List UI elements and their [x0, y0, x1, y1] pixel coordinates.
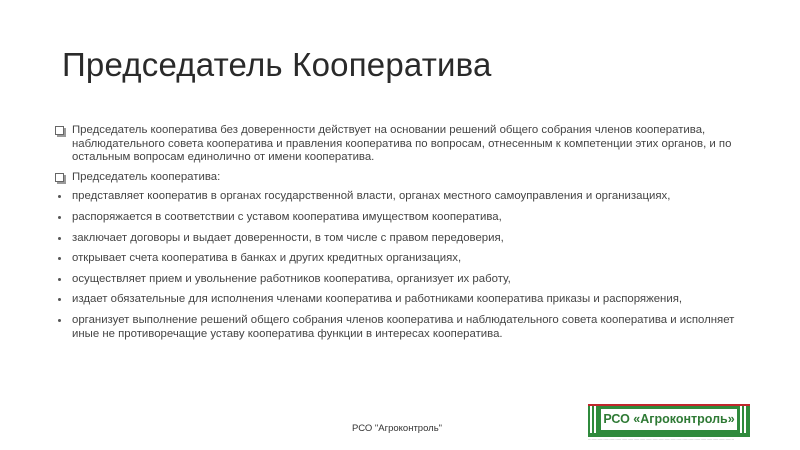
footer-text: РСО "Агроконтроль": [352, 423, 443, 434]
dot-bullet-icon: [58, 237, 61, 240]
company-logo: [588, 404, 750, 444]
duty-item-text: открывает счета кооператива в банках и других кредитных организациях,: [72, 252, 462, 265]
duty-item: [52, 293, 752, 307]
dot-bullet-icon: [58, 298, 61, 301]
duty-item: [52, 190, 752, 204]
slide-title: Председатель Кооператива: [62, 46, 492, 83]
logo-stripe-left: [590, 406, 598, 433]
dot-bullet-icon: [58, 216, 61, 219]
checkbox-bullet-icon: [55, 126, 64, 135]
duty-item-text: осуществляет прием и увольнение работников кооператива, организует их работу,: [72, 272, 511, 285]
dot-bullet-icon: [58, 278, 61, 281]
duty-item: [52, 273, 752, 287]
duty-item: [52, 211, 752, 225]
duty-item: [52, 314, 752, 341]
logo-text: РСО «Агроконтроль»: [600, 408, 738, 431]
duty-item: [52, 252, 752, 266]
duty-item-text: представляет кооператив в органах государственной власти, органах местного самоуправления и организациях,: [72, 190, 671, 203]
duty-item-text: заключает договоры и выдает доверенности, в том числе с правом передоверия,: [72, 231, 504, 244]
checkbox-bullet-icon: [55, 173, 64, 182]
list-item: [52, 171, 752, 185]
duty-item-text: организует выполнение решений общего собрания членов кооператива и наблюдательного совета кооператива и исполняет иные не противоречащие уставу кооператива функции в интересах кооператива.: [72, 313, 735, 340]
dot-bullet-icon: [58, 257, 61, 260]
duty-item-text: издает обязательные для исполнения членами кооператива и работниками кооператива приказы и распоряжения,: [72, 293, 683, 306]
slide-body: [52, 124, 752, 348]
dot-bullet-icon: [58, 319, 61, 322]
logo-stripe-right: [740, 406, 748, 433]
duty-item-text: распоряжается в соответствии с уставом кооператива имуществом кооператива,: [72, 210, 502, 223]
list-item: [52, 124, 752, 165]
list-item-text: Председатель кооператива:: [72, 170, 221, 183]
duty-item: [52, 232, 752, 246]
logo-caption: ··························································································································: [588, 438, 735, 442]
dot-bullet-icon: [58, 195, 61, 198]
list-item-text: Председатель кооператива без доверенности действует на основании решений общего собрания членов кооператива, наблюдательного совета кооператива и правления кооператива по вопросам, отнесенным к компетенции этих органов, и по остальным вопросам единолично от имени кооператива.: [72, 124, 732, 164]
